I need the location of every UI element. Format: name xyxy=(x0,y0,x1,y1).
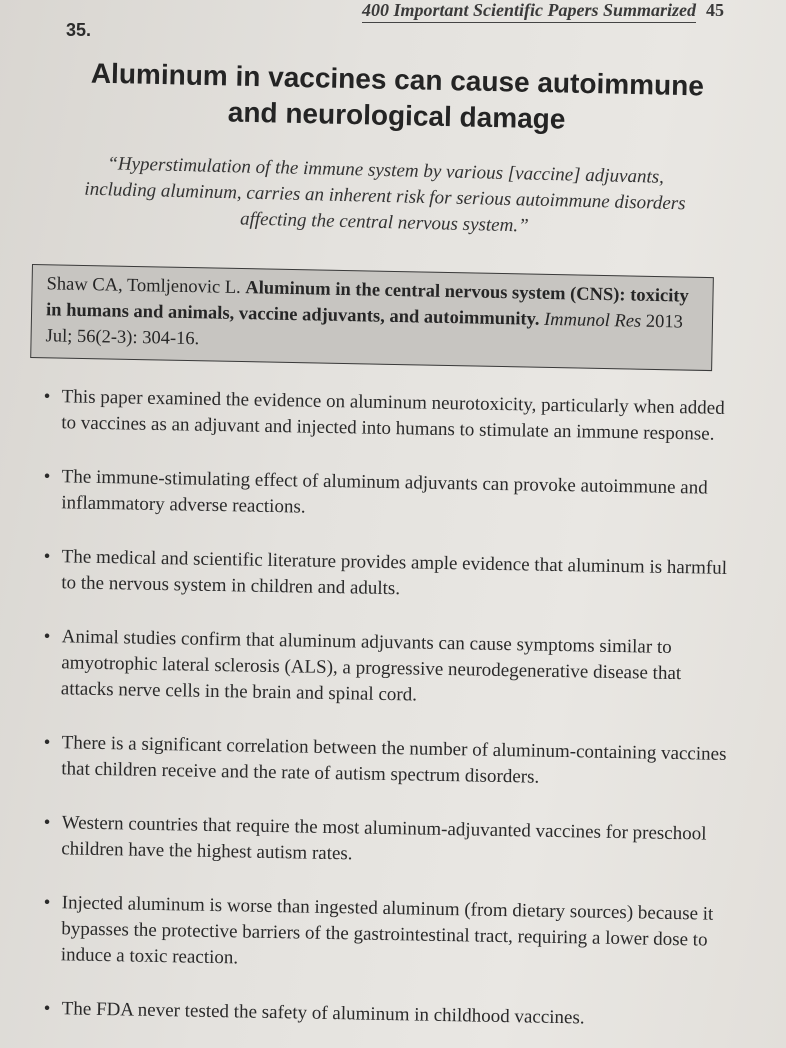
bullet-dot: • xyxy=(43,891,51,914)
bullet-item xyxy=(43,544,728,608)
bullet-text: The FDA never tested the safety of aluminum in childhood vaccines. xyxy=(61,998,585,1029)
summary-bullet-list xyxy=(43,384,728,1029)
bullet-dot: • xyxy=(43,997,51,1020)
bullet-item xyxy=(44,996,728,1034)
book-title: 400 Important Scientific Papers Summarized xyxy=(362,0,696,23)
bullet-text: Western countries that require the most aluminum-adjuvanted vaccines for preschool children have the highest autism rates. xyxy=(61,812,707,865)
bullet-item xyxy=(43,464,728,528)
bullet-dot: • xyxy=(43,465,51,488)
epigraph-quote: “Hyperstimulation of the immune system by various [vaccine] adjuvants, including aluminum, carries an inherent risk for serious autoimmune disorders affecting the central nervous system.” xyxy=(84,153,686,237)
bullet-item xyxy=(43,810,728,874)
bullet-text: The medical and scientific literature provides ample evidence that aluminum is harmful to the nervous system in children and adults. xyxy=(61,546,728,600)
citation-title: Aluminum in the central nervous system (CNS): toxicity in humans and animals, vaccine adjuvants, and autoimmunity. xyxy=(45,278,689,330)
paper-number: 35. xyxy=(66,20,92,40)
chapter-title: Aluminum in vaccines can cause autoimmune and neurological damage xyxy=(90,57,705,135)
bullet-item xyxy=(43,384,728,448)
bullet-dot: • xyxy=(43,625,51,648)
bullet-item xyxy=(43,730,728,794)
bullet-text: Injected aluminum is worse than ingested aluminum (from dietary sources) because it bypasses the protective barriers of the gastrointestinal tract, requiring a lower dose to induce a toxic reaction. xyxy=(60,892,714,969)
running-head xyxy=(362,0,724,23)
citation-journal: Immunol Res xyxy=(543,309,642,332)
bullet-text: There is a significant correlation between the number of aluminum-containing vaccines that children receive and the rate of autism spectrum disorders. xyxy=(61,732,727,788)
citation-details: 2013 Jul; 56(2-3): 304-16. xyxy=(45,311,684,350)
citation-authors: Shaw CA, Tomljenovic L. xyxy=(46,274,241,299)
bullet-item xyxy=(43,624,728,714)
bullet-text: Animal studies confirm that aluminum adjuvants can cause symptoms similar to amyotrophic lateral sclerosis (ALS), a progressive neurodegenerative disease that attacks nerve cells in the brain and spinal cord. xyxy=(60,626,682,706)
bullet-item xyxy=(43,890,728,980)
bullet-text: The immune-stimulating effect of aluminum adjuvants can provoke autoimmune and inflammatory adverse reactions. xyxy=(61,466,708,518)
bullet-dot: • xyxy=(43,811,51,834)
citation-box xyxy=(30,264,714,371)
page-number: 45 xyxy=(706,0,724,20)
bullet-dot: • xyxy=(43,545,51,568)
bullet-dot: • xyxy=(43,731,51,754)
bullet-text: This paper examined the evidence on aluminum neurotoxicity, particularly when added to vaccines as an adjuvant and injected into humans to stimulate an immune response. xyxy=(61,386,725,445)
bullet-dot: • xyxy=(43,385,51,408)
